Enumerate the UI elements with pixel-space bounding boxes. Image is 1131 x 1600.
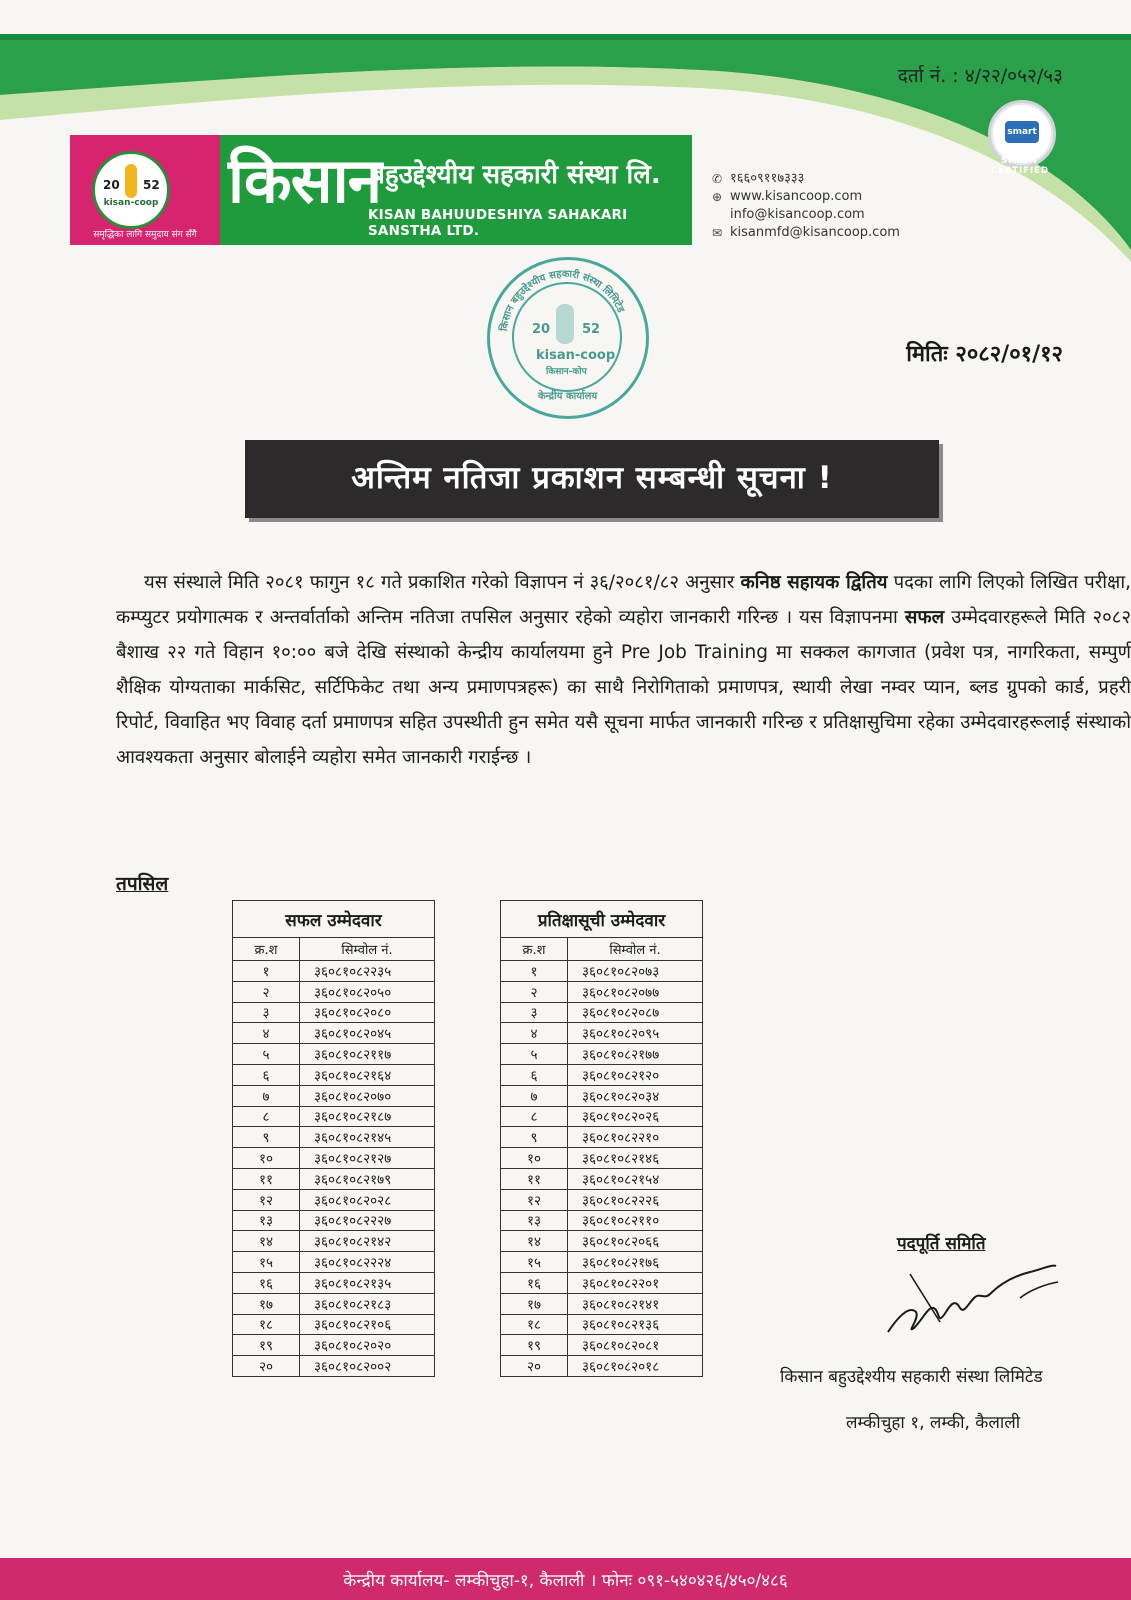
serial-number-cell: १६ — [501, 1272, 568, 1293]
symbol-number-cell: ३६०८१०८२०८७ — [568, 1002, 703, 1023]
symbol-number-cell: ३६०८१०८२०८० — [300, 1002, 435, 1023]
column-header-sn: क्र.श — [233, 938, 300, 961]
table-row — [501, 1106, 703, 1127]
banner-subtitle-np: बहुउद्देश्यीय सहकारी संस्था लि. — [370, 160, 661, 190]
smart-certified-label: SMART CERTIFIED — [991, 156, 1049, 176]
signatory-organization: किसान बहुउद्देश्यीय सहकारी संस्था लिमिटेड — [780, 1367, 1043, 1387]
corn-icon — [125, 164, 137, 198]
stamp-top-text: किसान बहुउद्देश्यीय सहकारी संस्था लिमिटेड — [498, 268, 627, 332]
logo-brand-text: kisan-coop — [103, 198, 159, 208]
stamp-bottom-text: केन्द्रीय कार्यालय — [538, 391, 598, 402]
serial-number-cell: ३ — [501, 1002, 568, 1023]
serial-number-cell: १७ — [501, 1293, 568, 1314]
symbol-number-cell: ३६०८१०८२१५४ — [568, 1168, 703, 1189]
serial-number-cell: १८ — [501, 1314, 568, 1335]
symbol-number-cell: ३६०८१०८२०१८ — [568, 1356, 703, 1377]
phone-icon: ✆ — [712, 172, 723, 186]
serial-number-cell: ९ — [501, 1127, 568, 1148]
table-row — [233, 1106, 435, 1127]
serial-number-cell: १० — [501, 1148, 568, 1169]
table-row — [233, 1168, 435, 1189]
symbol-number-cell: ३६०८१०८२०२८ — [300, 1189, 435, 1210]
table-row — [501, 1148, 703, 1169]
symbol-number-cell: ३६०८१०८२०३४ — [568, 1085, 703, 1106]
table-row — [233, 1127, 435, 1148]
signatory-address: लम्कीचुहा १, लम्की, कैलाली — [846, 1413, 1021, 1433]
footer-address: केन्द्रीय कार्यालय- लम्कीचुहा-१, कैलाली । फोनः ०९१-५४०४२६/४५०/४८६ — [343, 1571, 788, 1591]
table-row — [501, 1314, 703, 1335]
table-row — [233, 1002, 435, 1023]
serial-number-cell: ५ — [501, 1044, 568, 1065]
serial-number-cell: २० — [501, 1356, 568, 1377]
table-row — [233, 1314, 435, 1335]
symbol-number-cell: ३६०८१०८२१४५ — [300, 1127, 435, 1148]
table-row — [501, 1335, 703, 1356]
serial-number-cell: ५ — [233, 1044, 300, 1065]
serial-number-cell: १८ — [233, 1314, 300, 1335]
contact-info-email-text[interactable]: info@kisancoop.com — [730, 207, 865, 222]
table-row — [501, 1085, 703, 1106]
serial-number-cell: १७ — [233, 1293, 300, 1314]
table-row — [233, 1189, 435, 1210]
symbol-number-cell: ३६०८१०८२१०६ — [300, 1314, 435, 1335]
table-row — [501, 1002, 703, 1023]
serial-number-cell: १० — [233, 1148, 300, 1169]
serial-number-cell: १२ — [233, 1189, 300, 1210]
banner-slogan: समृद्धिका लागि समुदाय संग सँगै — [93, 230, 197, 240]
contact-phone — [712, 170, 900, 188]
symbol-number-cell: ३६०८१०८२०४५ — [300, 1023, 435, 1044]
kisan-coop-logo — [92, 151, 170, 229]
serial-number-cell: १६ — [233, 1272, 300, 1293]
table-row — [501, 1168, 703, 1189]
serial-number-cell: १ — [501, 961, 568, 982]
symbol-number-cell: ३६०८१०८२१२० — [568, 1064, 703, 1085]
serial-number-cell: १४ — [501, 1231, 568, 1252]
symbol-number-cell: ३६०८१०८२१४१ — [568, 1293, 703, 1314]
table-row — [233, 1231, 435, 1252]
table-row — [233, 961, 435, 982]
organization-banner — [70, 135, 692, 245]
serial-number-cell: ९ — [233, 1127, 300, 1148]
smart-logo: smart — [1005, 121, 1039, 143]
serial-number-cell: २ — [233, 981, 300, 1002]
notice-title-bar — [245, 440, 939, 518]
notice-paragraph: यस संस्थाले मिति २०८१ फागुन १८ गते प्रकाशित गरेको विज्ञापन नं ३६/२०८१/८२ अनुसार कनिष्ठ सहायक द्वितिय पदका लागि लिएको लिखित परीक्षा, कम्प्युटर प्रयोगात्मक र अन्तर्वार्ताको अन्तिम नतिजा तपसिल अनुसार रहेको व्यहोरा जानकारी गरिन्छ । यस विज्ञापनमा सफल उम्मेदवारहरूले मिति २०८२ बैशाख २२ गते विहान १०:०० बजे देखि संस्थाको केन्द्रीय कार्यालयमा हुने Pre Job Training मा सक्कल कागजात (प्रवेश पत्र, नागरिकता, सम्पुर्ण शैक्षिक योग्यताका मार्कसिट, सर्टिफिकेट तथा अन्य प्रमाणपत्रहरू) का साथै निरोगिताको प्रमाणपत्र, स्थायी लेखा नम्वर प्यान, ब्लड ग्रुपको कार्ड, प्रहरी रिपोर्ट, विवाहित भए विवाह दर्ता प्रमाणपत्र सहित उपस्थीती हुन समेत यसै सूचना मार्फत जानकारी गरिन्छ र प्रतिक्षासुचिमा रहेका उम्मेदवारहरूलाई संस्थाको आवश्यकता अनुसार बोलाईने व्यहोरा समेत जानकारी गराईन्छ । — [116, 572, 1131, 768]
table-row — [233, 1210, 435, 1231]
symbol-number-cell: ३६०८१०८२०७३ — [568, 961, 703, 982]
contact-website-text[interactable]: www.kisancoop.com — [730, 189, 863, 204]
table-row — [501, 1189, 703, 1210]
symbol-number-cell: ३६०८१०८२२३५ — [300, 961, 435, 982]
table-row — [233, 981, 435, 1002]
symbol-number-cell: ३६०८१०८२०७७ — [568, 981, 703, 1002]
symbol-number-cell: ३६०८१०८२१८७ — [300, 1106, 435, 1127]
contact-website — [712, 188, 900, 206]
footer-bar — [0, 1558, 1131, 1600]
serial-number-cell: १९ — [501, 1335, 568, 1356]
contact-mfd-email-text[interactable]: kisanmfd@kisancoop.com — [730, 225, 900, 240]
symbol-number-cell: ३६०८१०८२०५० — [300, 981, 435, 1002]
table-row — [501, 1272, 703, 1293]
serial-number-cell: १३ — [501, 1210, 568, 1231]
stamp-year-right: 52 — [582, 322, 601, 337]
table-row — [501, 1293, 703, 1314]
table-row — [233, 1023, 435, 1044]
symbol-number-cell: ३६०८१०८२०२० — [300, 1335, 435, 1356]
logo-year-left: 20 — [103, 178, 120, 192]
symbol-number-cell: ३६०८१०८२२१० — [568, 1127, 703, 1148]
waitlist-candidates-table — [500, 900, 703, 1377]
table-row — [501, 1210, 703, 1231]
post-name: कनिष्ठ सहायक द्वितिय — [740, 572, 888, 593]
table-row — [501, 1252, 703, 1273]
table-row — [233, 1148, 435, 1169]
serial-number-cell: ६ — [233, 1064, 300, 1085]
symbol-number-cell: ३६०८१०८२१३६ — [568, 1314, 703, 1335]
corn-icon — [556, 304, 574, 344]
symbol-number-cell: ३६०८१०८२०७० — [300, 1085, 435, 1106]
serial-number-cell: १५ — [233, 1252, 300, 1273]
banner-logo-panel — [70, 135, 220, 245]
table-row — [233, 1293, 435, 1314]
symbol-number-cell: ३६०८१०८२२२७ — [300, 1210, 435, 1231]
serial-number-cell: ११ — [233, 1168, 300, 1189]
banner-subtitle-en: KISAN BAHUUDESHIYA SAHAKARI SANSTHA LTD. — [368, 207, 628, 239]
serial-number-cell: ४ — [501, 1023, 568, 1044]
symbol-number-cell: ३६०८१०८२११० — [568, 1210, 703, 1231]
globe-icon: ⊕ — [712, 190, 723, 204]
table-row — [501, 981, 703, 1002]
contact-phone-text: १६६०९११७३३३ — [730, 171, 805, 186]
serial-number-cell: ४ — [233, 1023, 300, 1044]
signature — [880, 1254, 1060, 1344]
serial-number-cell: १९ — [233, 1335, 300, 1356]
serial-number-cell: १२ — [501, 1189, 568, 1210]
symbol-number-cell: ३६०८१०८२२०१ — [568, 1272, 703, 1293]
serial-number-cell: ३ — [233, 1002, 300, 1023]
mail-icon: ✉ — [712, 226, 723, 240]
registration-number: दर्ता नं. : ४/२२/०५२/५३ — [897, 65, 1063, 87]
serial-number-cell: १५ — [501, 1252, 568, 1273]
table-row — [233, 1335, 435, 1356]
logo-year-right: 52 — [143, 178, 160, 192]
notice-body — [116, 565, 1131, 775]
organization-stamp — [487, 257, 649, 419]
symbol-number-cell: ३६०८१०८२०२६ — [568, 1106, 703, 1127]
column-header-symbol: सिम्वोल नं. — [300, 938, 435, 961]
serial-number-cell: २० — [233, 1356, 300, 1377]
stamp-brand: kisan-coop — [536, 348, 616, 363]
table-row — [233, 1085, 435, 1106]
serial-number-cell: ७ — [501, 1085, 568, 1106]
table-row — [501, 1356, 703, 1377]
symbol-number-cell: ३६०८१०८२१८३ — [300, 1293, 435, 1314]
symbol-number-cell: ३६०८१०८२०९५ — [568, 1023, 703, 1044]
table-row — [501, 1064, 703, 1085]
serial-number-cell: १३ — [233, 1210, 300, 1231]
contact-block — [712, 170, 900, 242]
stamp-year-left: 20 — [532, 322, 551, 337]
symbol-number-cell: ३६०८१०८२०६६ — [568, 1231, 703, 1252]
banner-title-panel — [220, 135, 692, 245]
successful-candidates-table — [232, 900, 435, 1377]
table-row — [501, 1023, 703, 1044]
symbol-number-cell: ३६०८१०८२१७९ — [300, 1168, 435, 1189]
symbol-number-cell: ३६०८१०८२११७ — [300, 1044, 435, 1065]
symbol-number-cell: ३६०८१०८२१७७ — [568, 1044, 703, 1065]
table-row — [501, 1044, 703, 1065]
symbol-number-cell: ३६०८१०८२१४२ — [300, 1231, 435, 1252]
table-row — [233, 1272, 435, 1293]
notice-date: मितिः २०८२/०१/१२ — [906, 342, 1063, 367]
symbol-number-cell: ३६०८१०८२१६४ — [300, 1064, 435, 1085]
serial-number-cell: ११ — [501, 1168, 568, 1189]
committee-name: पदपूर्ति समिति — [897, 1234, 986, 1254]
table-row — [233, 1356, 435, 1377]
serial-number-cell: ८ — [501, 1106, 568, 1127]
successful-label: सफल — [904, 607, 945, 628]
serial-number-cell: १ — [233, 961, 300, 982]
contact-info-email — [712, 206, 900, 224]
table-row — [501, 1231, 703, 1252]
serial-number-cell: ७ — [233, 1085, 300, 1106]
banner-title-np: किसान — [228, 144, 382, 217]
serial-number-cell: ६ — [501, 1064, 568, 1085]
table-caption: प्रतिक्षासूची उम्मेदवार — [501, 901, 703, 938]
table-row — [233, 1064, 435, 1085]
symbol-number-cell: ३६०८१०८२१३५ — [300, 1272, 435, 1293]
symbol-number-cell: ३६०८१०८२२२६ — [568, 1189, 703, 1210]
table-row — [233, 1252, 435, 1273]
column-header-sn: क्र.श — [501, 938, 568, 961]
stamp-brand-np: किसान-कोप — [546, 367, 587, 377]
symbol-number-cell: ३६०८१०८२१२७ — [300, 1148, 435, 1169]
notice-title: अन्तिम नतिजा प्रकाशन सम्बन्धी सूचना ! — [351, 460, 833, 496]
column-header-symbol: सिम्वोल नं. — [568, 938, 703, 961]
table-caption: सफल उम्मेदवार — [233, 901, 435, 938]
table-row — [501, 961, 703, 982]
symbol-number-cell: ३६०८१०८२०८१ — [568, 1335, 703, 1356]
serial-number-cell: ८ — [233, 1106, 300, 1127]
contact-mfd-email — [712, 224, 900, 242]
symbol-number-cell: ३६०८१०८२१४६ — [568, 1148, 703, 1169]
table-row — [233, 1044, 435, 1065]
table-row — [501, 1127, 703, 1148]
symbol-number-cell: ३६०८१०८२२२४ — [300, 1252, 435, 1273]
serial-number-cell: २ — [501, 981, 568, 1002]
serial-number-cell: १४ — [233, 1231, 300, 1252]
tapasil-heading: तपसिल — [116, 873, 169, 895]
symbol-number-cell: ३६०८१०८२००२ — [300, 1356, 435, 1377]
symbol-number-cell: ३६०८१०८२१७६ — [568, 1252, 703, 1273]
